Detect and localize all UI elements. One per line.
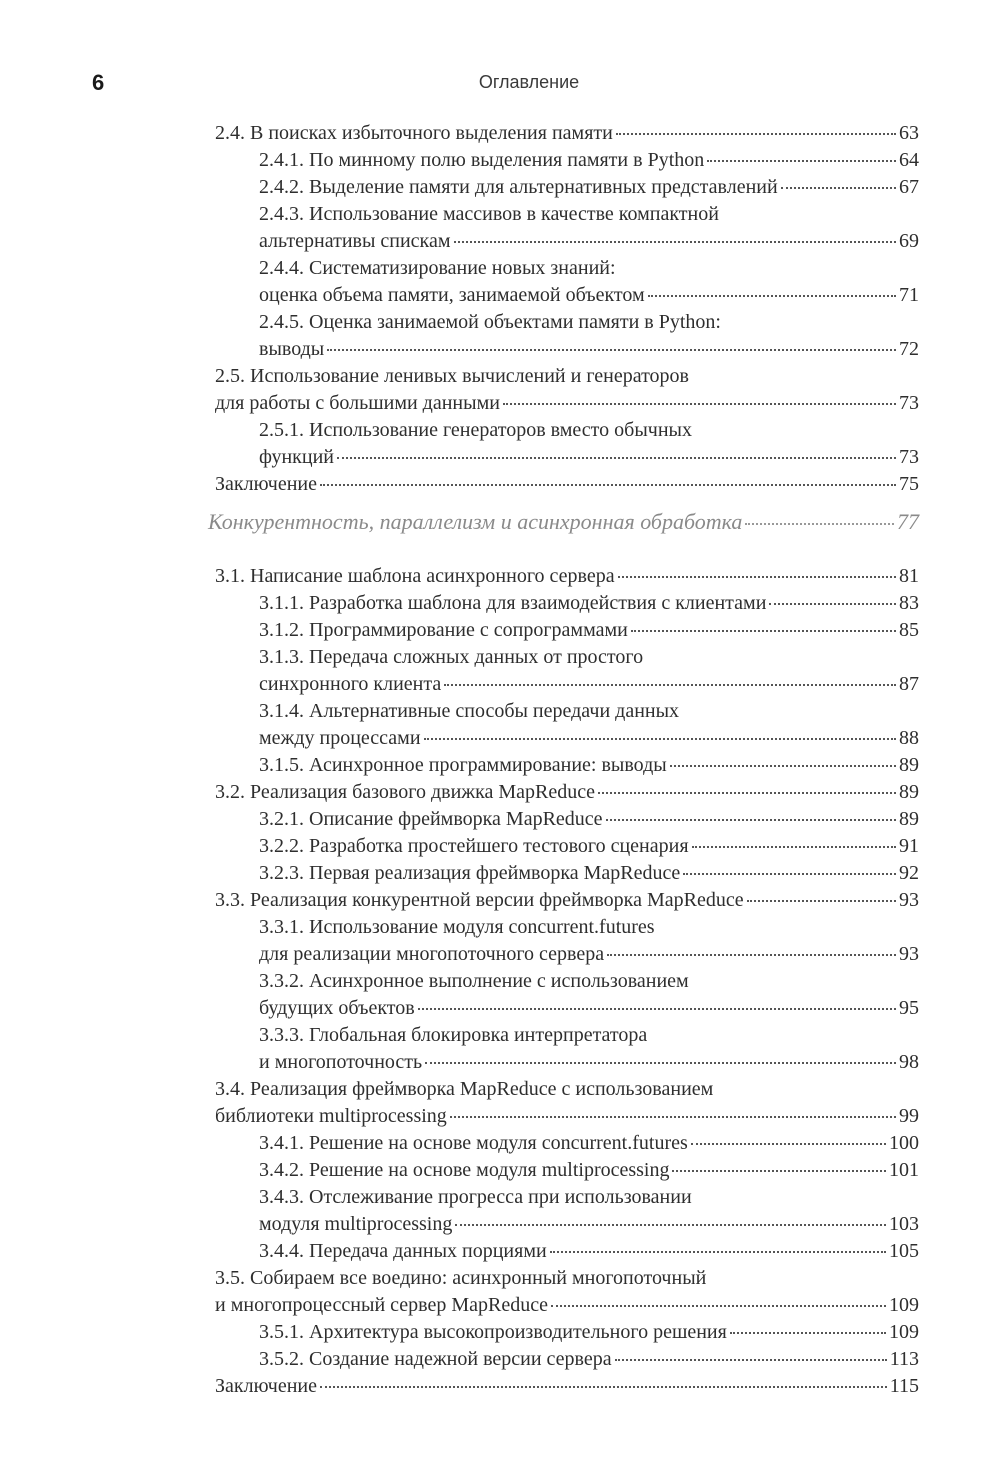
- leader-dots: [692, 844, 896, 848]
- toc-entry-title: 3.3. Реализация конкурентной версии фреймворка MapReduce: [215, 889, 744, 911]
- toc-entry-title: 3.2.3. Первая реализация фреймворка MapReduce: [259, 862, 681, 884]
- leader-dots: [691, 1141, 886, 1145]
- toc-entry-page: 95: [899, 997, 919, 1019]
- chapter-title: Конкурентность, параллелизм и асинхронная обработка: [208, 509, 743, 534]
- toc-entry-page: 87: [899, 673, 919, 695]
- toc-entry-page: 73: [899, 392, 919, 414]
- toc-entry-title: синхронного клиента: [259, 673, 442, 695]
- toc-entry-title: между процессами: [259, 727, 421, 749]
- toc-section-3: [215, 563, 919, 1400]
- toc-entry[interactable]: [215, 120, 919, 147]
- toc-entry: [215, 698, 919, 725]
- leader-dots: [551, 1303, 886, 1307]
- toc-entry[interactable]: [215, 590, 919, 617]
- chapter-page: 77: [897, 509, 919, 534]
- toc-entry[interactable]: [215, 752, 919, 779]
- toc-entry[interactable]: [215, 1157, 919, 1184]
- running-head: Оглавление: [478, 72, 580, 92]
- toc-entry-page: 100: [889, 1132, 919, 1154]
- chapter-leader-dots: [745, 521, 894, 525]
- toc-entry-title: библиотеки multiprocessing: [215, 1105, 447, 1127]
- toc-entry-title: 3.1.4. Альтернативные способы передачи данных: [259, 700, 680, 722]
- toc-entry[interactable]: [215, 563, 919, 590]
- toc-entry[interactable]: [215, 617, 919, 644]
- leader-dots: [450, 1114, 896, 1118]
- toc-entry-title: для реализации многопоточного сервера: [259, 943, 605, 965]
- toc-entry-page: 64: [899, 149, 919, 171]
- leader-dots: [444, 682, 896, 686]
- toc-entry-title: 3.1.2. Программирование с сопрограммами: [259, 619, 628, 641]
- toc-entry-page: 63: [899, 122, 919, 144]
- toc-entry-page: 93: [899, 943, 919, 965]
- toc-entry-title: 3.4.1. Решение на основе модуля concurrent.futures: [259, 1132, 688, 1154]
- toc-entry[interactable]: [215, 336, 919, 363]
- toc-entry[interactable]: [215, 995, 919, 1022]
- toc-entry[interactable]: [215, 725, 919, 752]
- toc-entry[interactable]: [215, 1130, 919, 1157]
- toc-entry-title: 3.5. Собираем все воедино: асинхронный многопоточный: [215, 1267, 707, 1289]
- toc-entry-title: 3.5.2. Создание надежной версии сервера: [259, 1348, 612, 1370]
- toc-entry-title: 3.1.5. Асинхронное программирование: выводы: [259, 754, 667, 776]
- toc-entry: [215, 1022, 919, 1049]
- toc-entry: [215, 1265, 919, 1292]
- leader-dots: [425, 1060, 896, 1064]
- toc-entry[interactable]: [215, 1373, 919, 1400]
- leader-dots: [454, 239, 896, 243]
- toc-entry-title: 3.4.4. Передача данных порциями: [259, 1240, 547, 1262]
- toc-entry: [215, 1076, 919, 1103]
- toc-entry-title: 2.5. Использование ленивых вычислений и генераторов: [215, 365, 689, 387]
- leader-dots: [707, 158, 896, 162]
- toc-entry-page: 103: [889, 1213, 919, 1235]
- toc-entry: [215, 201, 919, 228]
- toc-entry-title: 2.4.1. По минному полю выделения памяти в Python: [259, 149, 705, 171]
- toc-entry[interactable]: [215, 1292, 919, 1319]
- toc-entry-page: 115: [889, 1375, 919, 1397]
- toc-entry-page: 85: [899, 619, 919, 641]
- toc-entry-title: 2.4.5. Оценка занимаемой объектами памяти в Python:: [259, 311, 721, 333]
- toc-entry-page: 99: [899, 1105, 919, 1127]
- toc-entry[interactable]: [215, 887, 919, 914]
- toc-entry[interactable]: [215, 833, 919, 860]
- toc-entry[interactable]: [215, 1319, 919, 1346]
- toc-entry-title: Заключение: [215, 1375, 317, 1397]
- toc-entry-title: 3.3.2. Асинхронное выполнение с использованием: [259, 970, 689, 992]
- leader-dots: [503, 401, 896, 405]
- toc-section-2-4-2-5: [215, 120, 919, 498]
- toc-entry-page: 101: [889, 1159, 919, 1181]
- toc-entry-title: альтернативы спискам: [259, 230, 451, 252]
- toc-entry-title: 3.5.1. Архитектура высокопроизводительного решения: [259, 1321, 727, 1343]
- toc-entry-title: 2.4.4. Систематизирование новых знаний:: [259, 257, 616, 279]
- toc-entry-page: 105: [889, 1240, 919, 1262]
- leader-dots: [337, 455, 896, 459]
- toc-entry[interactable]: [215, 228, 919, 255]
- toc-entry-title: оценка объема памяти, занимаемой объектом: [259, 284, 645, 306]
- toc-entry: [215, 417, 919, 444]
- toc-entry-page: 75: [899, 473, 919, 495]
- toc-entry-title: 3.3.1. Использование модуля concurrent.futures: [259, 916, 655, 938]
- toc-entry-title: 2.4.2. Выделение памяти для альтернативных представлений: [259, 176, 778, 198]
- toc-entry-page: 88: [899, 727, 919, 749]
- toc-entry-title: 3.4.3. Отслеживание прогресса при использовании: [259, 1186, 692, 1208]
- leader-dots: [648, 293, 896, 297]
- toc-entry-title: для работы с большими данными: [215, 392, 500, 414]
- leader-dots: [615, 1357, 887, 1361]
- leader-dots: [747, 898, 896, 902]
- toc-entry: [215, 968, 919, 995]
- toc-entry-page: 113: [889, 1348, 919, 1370]
- leader-dots: [550, 1249, 886, 1253]
- leader-dots: [683, 871, 896, 875]
- toc-entry-title: 3.1.1. Разработка шаблона для взаимодействия с клиентами: [259, 592, 767, 614]
- toc-entry-title: и многопоточность: [259, 1051, 423, 1073]
- toc-entry-page: 109: [889, 1321, 919, 1343]
- toc-entry[interactable]: [215, 282, 919, 309]
- toc-entry-page: 89: [899, 808, 919, 830]
- page-number: 6: [92, 70, 105, 95]
- toc-entry-title: Заключение: [215, 473, 317, 495]
- toc-entry-page: 71: [899, 284, 919, 306]
- toc-entry-page: 93: [899, 889, 919, 911]
- toc-entry[interactable]: [215, 1211, 919, 1238]
- toc-entry: [215, 255, 919, 282]
- leader-dots: [606, 817, 896, 821]
- leader-dots: [670, 763, 896, 767]
- toc-entry-title: модуля multiprocessing: [259, 1213, 453, 1235]
- leader-dots: [607, 952, 896, 956]
- toc-entry-title: 2.4.3. Использование массивов в качестве компактной: [259, 203, 719, 225]
- leader-dots: [455, 1222, 886, 1226]
- toc-entry-page: 73: [899, 446, 919, 468]
- toc-entry[interactable]: [215, 806, 919, 833]
- toc-entry: [215, 914, 919, 941]
- leader-dots: [672, 1168, 886, 1172]
- leader-dots: [320, 482, 896, 486]
- toc-entry[interactable]: [215, 174, 919, 201]
- toc-entry-page: 98: [899, 1051, 919, 1073]
- leader-dots: [418, 1006, 896, 1010]
- toc-entry-title: будущих объектов: [259, 997, 415, 1019]
- toc-entry-page: 83: [899, 592, 919, 614]
- leader-dots: [730, 1330, 886, 1334]
- toc-entry-title: 3.3.3. Глобальная блокировка интерпретатора: [259, 1024, 648, 1046]
- toc-entry-title: 3.1. Написание шаблона асинхронного сервера: [215, 565, 615, 587]
- toc-entry-page: 72: [899, 338, 919, 360]
- toc-entry[interactable]: [215, 671, 919, 698]
- toc-entry[interactable]: [215, 1103, 919, 1130]
- toc-entry[interactable]: [215, 444, 919, 471]
- leader-dots: [598, 790, 896, 794]
- toc-entry-page: 109: [889, 1294, 919, 1316]
- toc-entry-page: 89: [899, 754, 919, 776]
- leader-dots: [618, 574, 896, 578]
- toc-entry-title: 3.2.2. Разработка простейшего тестового сценария: [259, 835, 689, 857]
- toc-entry-title: 2.4. В поисках избыточного выделения памяти: [215, 122, 613, 144]
- toc-entry-page: 81: [899, 565, 919, 587]
- toc-entry-title: 3.1.3. Передача сложных данных от простого: [259, 646, 644, 668]
- toc-entry: [215, 363, 919, 390]
- toc-entry[interactable]: [215, 1238, 919, 1265]
- leader-dots: [616, 131, 896, 135]
- chapter-heading[interactable]: [208, 509, 919, 535]
- toc-entry-title: 3.4.2. Решение на основе модуля multiprocessing: [259, 1159, 670, 1181]
- toc-entry-title: 2.5.1. Использование генераторов вместо обычных: [259, 419, 692, 441]
- toc-entry-page: 67: [899, 176, 919, 198]
- toc-entry-title: и многопроцессный сервер MapReduce: [215, 1294, 548, 1316]
- leader-dots: [424, 736, 896, 740]
- toc-entry-page: 91: [899, 835, 919, 857]
- leader-dots: [769, 601, 896, 605]
- toc-entry[interactable]: [215, 1049, 919, 1076]
- toc-entry[interactable]: [215, 860, 919, 887]
- toc-entry-title: функций: [259, 446, 334, 468]
- toc-entry[interactable]: [215, 1346, 919, 1373]
- toc-entry[interactable]: [215, 147, 919, 174]
- toc-entry-title: 3.4. Реализация фреймворка MapReduce с использованием: [215, 1078, 714, 1100]
- leader-dots: [781, 185, 896, 189]
- toc-entry[interactable]: [215, 471, 919, 498]
- toc-entry[interactable]: [215, 779, 919, 806]
- toc-entry[interactable]: [215, 390, 919, 417]
- toc-entry-page: 92: [899, 862, 919, 884]
- toc-entry: [215, 309, 919, 336]
- toc-entry: [215, 644, 919, 671]
- leader-dots: [320, 1384, 887, 1388]
- toc-entry[interactable]: [215, 941, 919, 968]
- toc-entry-page: 89: [899, 781, 919, 803]
- toc-entry-title: 3.2.1. Описание фреймворка MapReduce: [259, 808, 603, 830]
- leader-dots: [631, 628, 896, 632]
- toc-entry-title: выводы: [259, 338, 325, 360]
- toc-entry-title: 3.2. Реализация базового движка MapReduce: [215, 781, 596, 803]
- toc-entry: [215, 1184, 919, 1211]
- toc-entry-page: 69: [899, 230, 919, 252]
- leader-dots: [327, 347, 896, 351]
